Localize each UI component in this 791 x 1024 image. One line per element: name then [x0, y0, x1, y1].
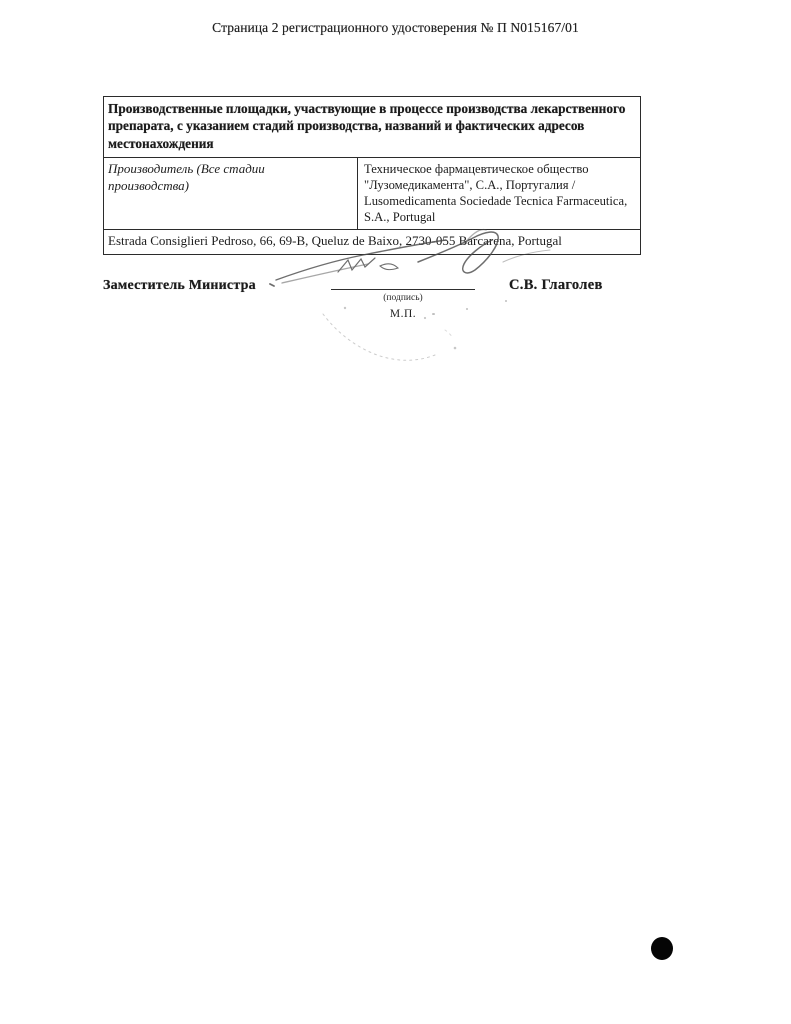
- scan-speck: [466, 308, 468, 310]
- manufacturer-address-cell: Estrada Consiglieri Pedroso, 66, 69-B, Queluz de Baixo, 2730-055 Barcarena, Portugal: [104, 229, 640, 253]
- scan-speck: [505, 300, 507, 302]
- scan-speck: [432, 313, 435, 315]
- signatory-name: С.В. Глаголев: [509, 277, 603, 293]
- signature-line: [331, 274, 475, 290]
- table-header-cell: Производственные площадки, участвующие в процессе производства лекарственного препарата, с указанием стадий производства, названий и фактических адресов местонахождения: [108, 101, 626, 151]
- table-row: [104, 157, 640, 229]
- seal-place-label: М.П.: [389, 308, 417, 320]
- signature-caption: (подпись): [383, 293, 423, 303]
- punch-hole-mark: [651, 937, 673, 960]
- production-sites-table: [103, 96, 641, 255]
- page-number-header: Страница 2 регистрационного удостоверения № П N015167/01: [212, 20, 579, 35]
- manufacturer-role-cell: Производитель (Все стадии производства): [104, 158, 358, 229]
- signatory-position-title: Заместитель Министра: [103, 278, 256, 293]
- manufacturer-name-cell: Техническое фармацевтическое общество "Лузомедикамента", С.А., Португалия / Lusomedicamenta Sociedade Tecnica Farmaceutica, S.A., Portugal: [364, 161, 628, 225]
